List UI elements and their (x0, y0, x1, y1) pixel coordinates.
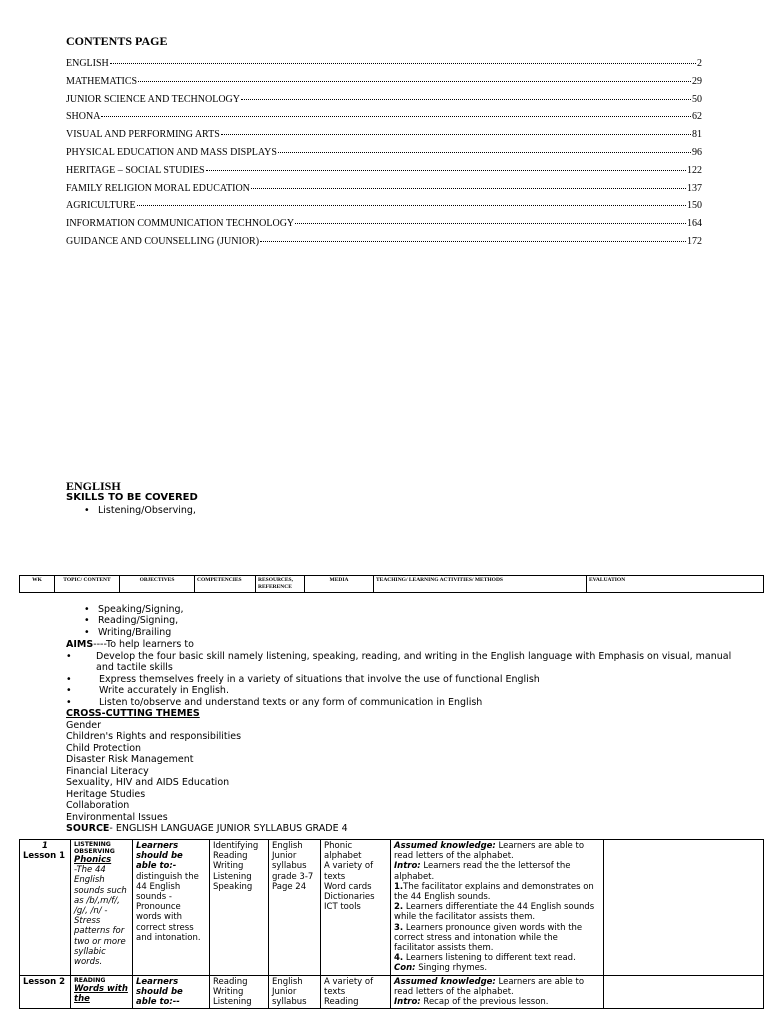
aims-and-themes (66, 639, 746, 835)
theme-item: Disaster Risk Management (66, 754, 194, 765)
activity-step (394, 882, 600, 902)
toc-item (66, 58, 702, 76)
skills-list-first (84, 505, 196, 516)
toc-item (66, 76, 702, 94)
activity-step-text: Learners listening to different text read. (403, 953, 576, 964)
header-topic: TOPIC/ CONTENT (55, 576, 120, 593)
lesson-row-1 (20, 840, 764, 976)
theme-item: Financial Literacy (66, 765, 149, 777)
cell-line: A variety of texts (324, 976, 374, 997)
header-competencies: COMPETENCIES (195, 576, 256, 593)
toc-item-page: 2 (697, 58, 702, 69)
toc-leader-dots (260, 241, 686, 242)
cell-line: Writing (213, 986, 244, 997)
lesson2-assumed-text: Learners are able to read letters of the alphabet. (394, 976, 585, 997)
toc-item-name: SHONA (66, 111, 101, 123)
toc-item-name: MATHEMATICS (66, 75, 138, 87)
contents-page-title: CONTENTS PAGE (66, 34, 168, 48)
toc-item-page: 172 (687, 235, 702, 247)
skill-item: • Speaking/Signing, (84, 604, 184, 615)
lesson1-con-text: Singing rhymes. (415, 963, 488, 974)
aim-text: Express themselves freely in a variety of situations that involve the use of functional English (99, 673, 540, 685)
aim-bullet: • (66, 650, 72, 662)
aim-item (66, 674, 746, 686)
lesson1-evaluation (604, 840, 764, 976)
toc-leader-dots (101, 116, 691, 117)
toc-item (66, 165, 702, 183)
toc-item-name: PHYSICAL EDUCATION AND MASS DISPLAYS (66, 146, 277, 158)
toc-item-name: HERITAGE – SOCIAL STUDIES (66, 164, 205, 176)
lesson1-intro-text: Learners read the the lettersof the alphabet. (394, 861, 571, 882)
aim-text: Listen to/observe and understand texts or any form of communication in English (99, 696, 483, 708)
lesson1-competencies (210, 840, 269, 976)
table-of-contents (66, 58, 702, 254)
lesson1-assumed-label: Assumed knowledge: (394, 841, 496, 851)
theme-item: Environmental Issues (66, 811, 168, 823)
lesson2-intro-label: Intro: (394, 997, 421, 1008)
source-label: SOURCE (66, 823, 110, 834)
lesson1-assumed-text: Learners are able to read letters of the alphabet. (394, 841, 585, 862)
cell-line: Page 24 (272, 881, 307, 892)
cell-line: Phonic alphabet (324, 841, 362, 862)
activity-step-number: 3. (394, 922, 404, 933)
toc-item (66, 94, 702, 112)
activity-step (394, 923, 600, 954)
lesson2-objectives-cell (133, 975, 210, 1009)
lesson2-topic-head: READING (74, 976, 106, 984)
lesson1-steps (394, 882, 600, 964)
cell-line: Identifying Reading (213, 841, 259, 862)
activity-step-number: 1. (394, 881, 404, 892)
themes-list (66, 720, 746, 824)
aims-line (66, 639, 746, 651)
activity-step (394, 953, 600, 963)
toc-item (66, 218, 702, 236)
lesson2-evaluation (604, 975, 764, 1009)
toc-item-page: 164 (687, 218, 702, 230)
toc-item (66, 147, 702, 165)
lesson1-intro-label: Intro: (394, 861, 421, 872)
toc-item-page: 96 (692, 146, 702, 158)
lessons-table (19, 839, 764, 1009)
toc-item-name: FAMILY RELIGION MORAL EDUCATION (66, 182, 250, 194)
cell-line: Writing (213, 861, 244, 872)
lesson1-topic-cell (71, 840, 133, 976)
lesson1-con-label: Con: (394, 963, 416, 974)
aim-item (66, 697, 746, 709)
lesson2-activities (391, 975, 604, 1009)
toc-item-name: AGRICULTURE (66, 200, 136, 212)
aim-bullet: • (66, 685, 72, 696)
lesson2-label: Lesson 2 (23, 976, 66, 987)
activity-step-number: 2. (394, 902, 404, 913)
lesson2-topic-cell (71, 975, 133, 1009)
lesson2-intro-text: Recap of the previous lesson. (420, 997, 549, 1008)
source-text: - ENGLISH LANGUAGE JUNIOR SYLLABUS GRADE 4 (109, 823, 348, 834)
toc-leader-dots (138, 81, 691, 82)
toc-item-page: 137 (687, 182, 702, 194)
header-objectives: OBJECTIVES (120, 576, 195, 593)
lesson2-competencies (210, 975, 269, 1009)
activity-step-number: 4. (394, 953, 404, 964)
aim-item (66, 685, 746, 697)
lesson1-objectives-body: distinguish the 44 English sounds -Pronounce words with correct stress and intonation. (136, 871, 201, 943)
header-wk: WK (20, 576, 55, 593)
skill-item: • Listening/Observing, (84, 505, 196, 516)
skills-heading: SKILLS TO BE COVERED (66, 492, 198, 503)
activity-step-text: Learners pronounce given words with the correct stress and intonation while the facilitator assists them. (394, 922, 583, 954)
aim-text: Develop the four basic skill namely listening, speaking, reading, and writing in the English language with Emphasis on visual, manual and tactile skills (96, 650, 732, 673)
cell-line: Word cards (324, 881, 372, 892)
lesson1-activities (391, 840, 604, 976)
toc-leader-dots (278, 152, 691, 153)
toc-leader-dots (110, 63, 696, 64)
lesson1-objectives-head: Learners should be able to:- (136, 841, 183, 872)
toc-item (66, 111, 702, 129)
skills-list-rest (84, 604, 184, 638)
lesson2-assumed-label: Assumed knowledge: (394, 976, 496, 987)
toc-item-page: 62 (692, 111, 702, 123)
theme-item: Child Protection (66, 742, 142, 754)
aims-label: AIMS (66, 639, 94, 650)
header-media: MEDIA (305, 576, 374, 593)
toc-item-page: 81 (692, 129, 702, 141)
toc-item-name: JUNIOR SCIENCE AND TECHNOLOGY (66, 93, 240, 105)
source-line (66, 823, 746, 835)
cell-line: English Junior syllabus (272, 976, 307, 1008)
header-row (20, 576, 764, 593)
toc-item (66, 200, 702, 218)
skill-item: • Reading/Signing, (84, 615, 184, 626)
cell-line: English Junior syllabus grade 3-7 (272, 841, 314, 882)
theme-item: Children's Rights and responsibilities (66, 731, 242, 742)
aims-intro: ----To help learners to (93, 639, 194, 650)
aim-bullet: • (66, 696, 72, 708)
header-activities: TEACHING/ LEARNING ACTIVITIES/ METHODS (374, 576, 587, 593)
lesson1-resources (269, 840, 321, 976)
toc-item-name: INFORMATION COMMUNICATION TECHNOLOGY (66, 218, 295, 230)
aim-text: Write accurately in English. (99, 685, 229, 696)
lesson2-media (321, 975, 391, 1009)
scheme-header-table (19, 575, 764, 593)
skill-item: • Writing/Brailing (84, 627, 184, 638)
toc-item-name: ENGLISH (66, 58, 109, 69)
toc-item-name: GUIDANCE AND COUNSELLING (JUNIOR) (66, 235, 260, 247)
lesson1-week: 1 (42, 841, 48, 851)
lesson1-label: Lesson 1 (23, 851, 66, 862)
cell-line: Listening (213, 997, 252, 1008)
toc-leader-dots (241, 99, 691, 100)
theme-item: Heritage Studies (66, 788, 146, 800)
theme-item: Sexuality, HIV and AIDS Education (66, 777, 230, 788)
lesson2-resources (269, 975, 321, 1009)
toc-item-page: 122 (687, 164, 702, 176)
toc-leader-dots (221, 134, 691, 135)
theme-item: Gender (66, 719, 102, 731)
lesson1-topic-head: LISTENING OBSERVING (74, 841, 115, 855)
lesson1-media (321, 840, 391, 976)
cell-line: ICT tools (324, 902, 361, 913)
lesson1-week-cell (20, 840, 71, 976)
activity-step-text: The facilitator explains and demonstrates on the 44 English sounds. (394, 881, 594, 903)
aim-bullet: • (66, 673, 72, 685)
english-section-title: ENGLISH (66, 479, 121, 493)
themes-title: CROSS-CUTTING THEMES (66, 708, 200, 719)
aims-list (66, 651, 746, 709)
cell-line: A variety of texts (324, 861, 374, 882)
lesson1-topic-body: -The 44 English sounds such as /b/,m/f/, /g/, /n/ -Stress patterns for two or more syllabic words. (74, 865, 127, 968)
toc-item (66, 129, 702, 147)
cell-line: Speaking (213, 881, 253, 892)
lesson1-objectives-cell (133, 840, 210, 976)
toc-item (66, 236, 702, 254)
toc-item-page: 29 (692, 75, 702, 87)
toc-item-page: 50 (692, 93, 702, 105)
activity-step-text: Learners differentiate the 44 English sounds while the facilitator assists them. (394, 902, 595, 923)
toc-leader-dots (137, 205, 686, 206)
lesson2-topic-title: Words with the (74, 983, 128, 1004)
activity-step (394, 902, 600, 922)
lesson-row-2 (20, 975, 764, 1009)
lesson1-topic-title: Phonics (74, 855, 112, 865)
toc-item-name: VISUAL AND PERFORMING ARTS (66, 129, 220, 141)
cell-line: Reading (213, 976, 248, 987)
toc-item (66, 183, 702, 201)
cell-line: Listening (213, 871, 252, 882)
cell-line: Reading (324, 997, 359, 1008)
aim-item (66, 651, 746, 674)
toc-leader-dots (206, 170, 686, 171)
lesson2-objectives-head: Learners should be able to:-- (136, 976, 183, 1008)
theme-item: Collaboration (66, 800, 130, 811)
toc-leader-dots (251, 188, 686, 189)
header-resources: RESOURCES, REFERENCE (256, 576, 305, 593)
header-evaluation: EVALUATION (587, 576, 764, 593)
toc-leader-dots (295, 223, 686, 224)
cell-line: Dictionaries (324, 892, 375, 903)
lesson2-week-cell (20, 975, 71, 1009)
toc-item-page: 150 (687, 200, 702, 212)
